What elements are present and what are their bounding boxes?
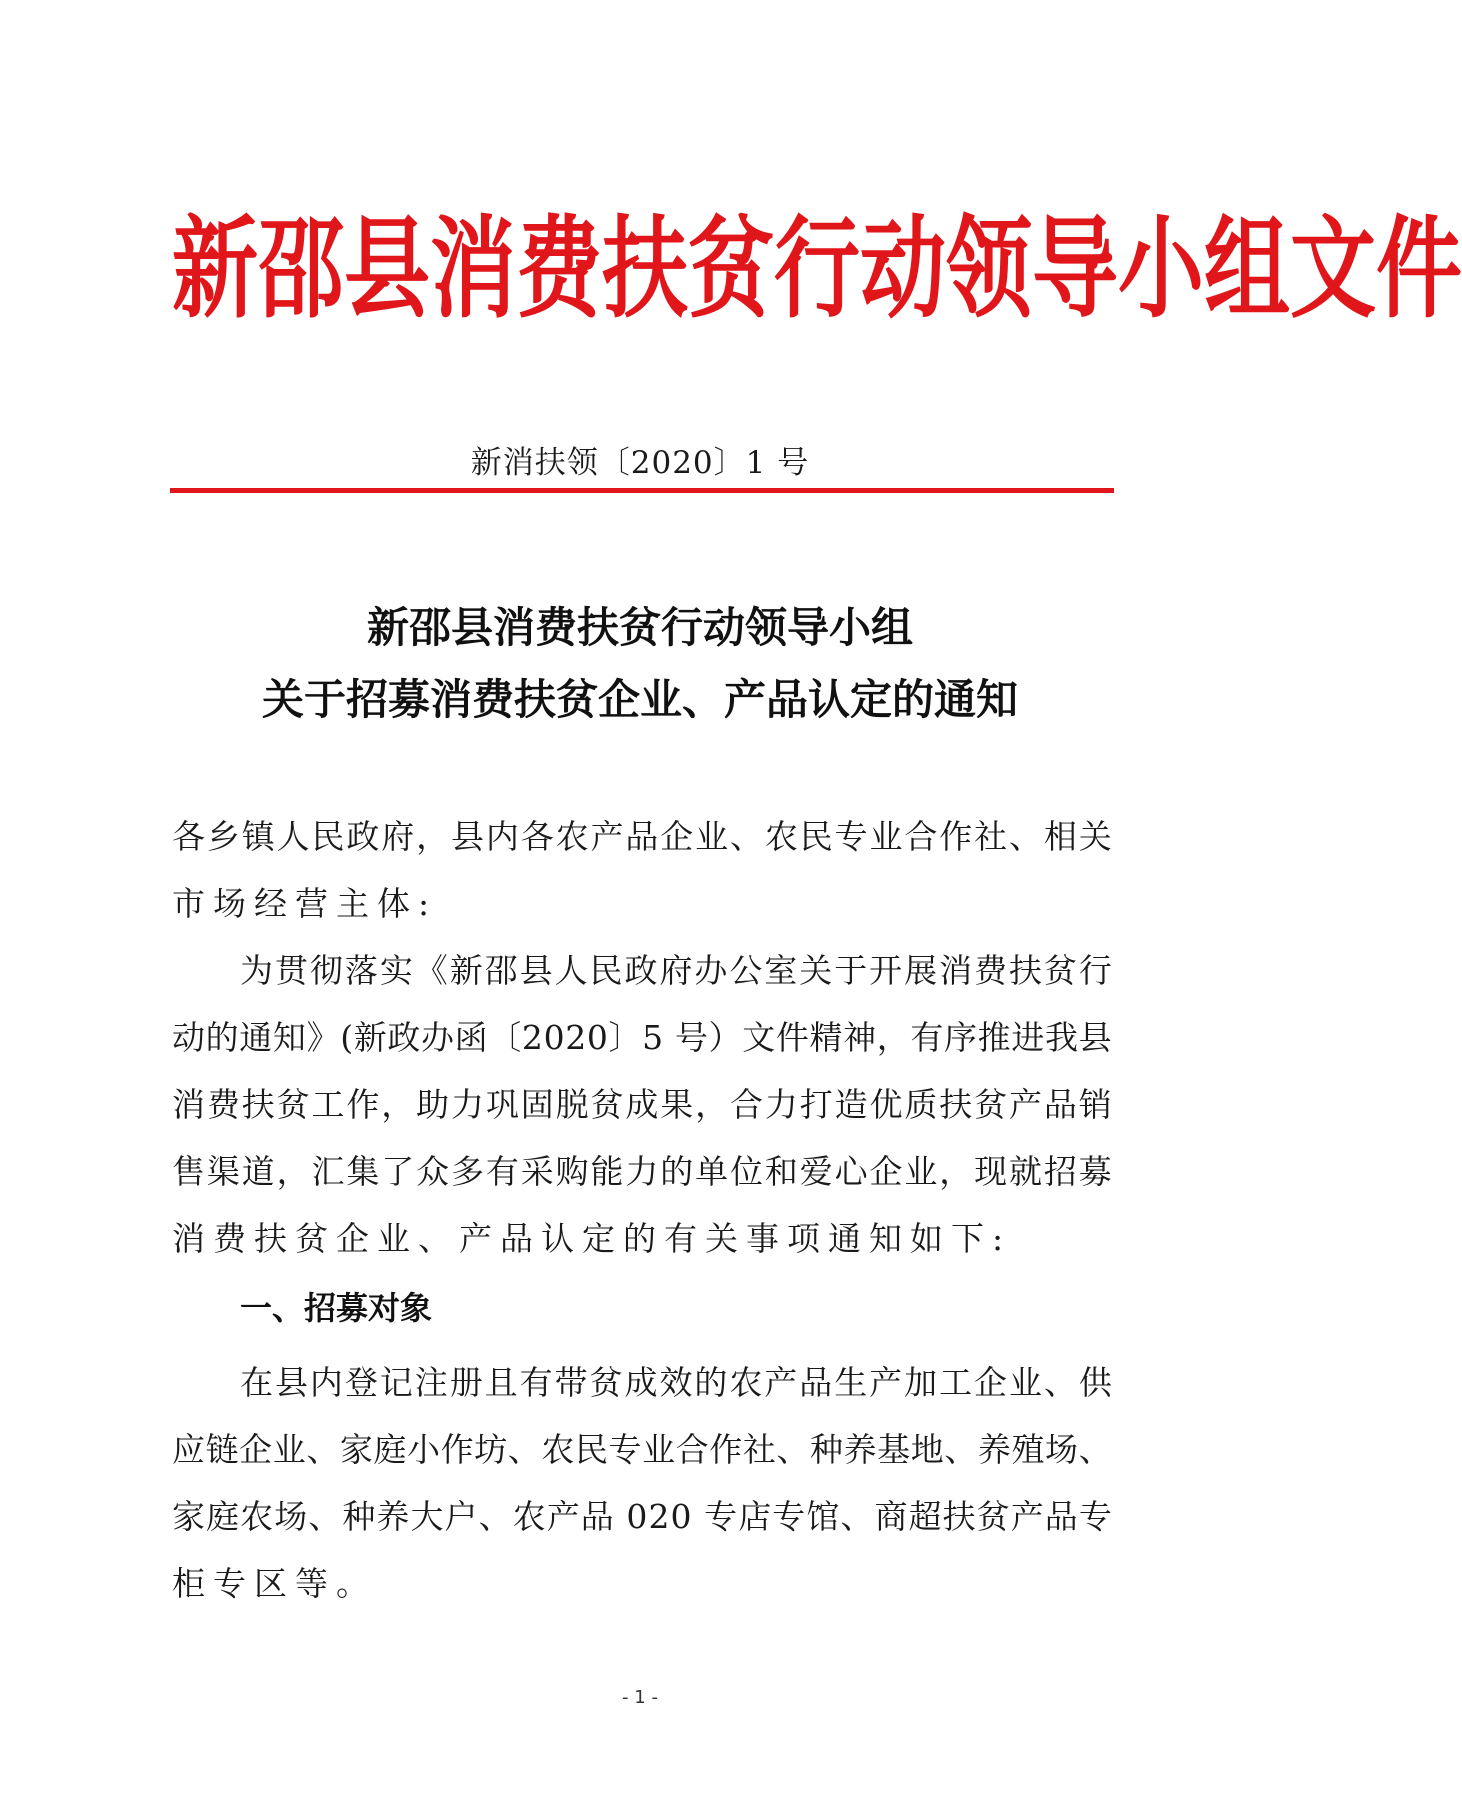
intro-paragraph	[172, 937, 1112, 1272]
paragraph-line: 家 庭 农 场 、 种 养 大 户 、 农 产 品 0 2 0 专 店 专 馆 、 商 超 扶 贫 产 品 专	[172, 1497, 1112, 1536]
masthead-title: 新 邵 县 消 费 扶 贫 行 动 领 导 小 组 文 件	[172, 206, 1462, 334]
paragraph-line: 消 费 扶 贫 工 作 ， 助 力 巩 固 脱 贫 成 果 ， 合 力 打 造 优 质 扶 贫 产 品 销	[172, 1085, 1112, 1124]
paragraph-line: 售 渠 道 ， 汇 集 了 众 多 有 采 购 能 力 的 单 位 和 爱 心 企 业 ， 现 就 招 募	[172, 1152, 1112, 1191]
addressee-line: 市场经营主体:	[172, 884, 438, 923]
paragraph-line: 在 县 内 登 记 注 册 且 有 带 贫 成 效 的 农 产 品 生 产 加 工 企 业 、 供	[240, 1363, 1112, 1402]
paragraph-line: 应 链 企 业 、 家 庭 小 作 坊 、 农 民 专 业 合 作 社 、 种 养 基 地 、 养 殖 场 、	[172, 1430, 1112, 1469]
notice-title-line-2: 关于招募消费扶贫企业、产品认定的通知	[261, 675, 1018, 724]
section1-paragraph	[172, 1349, 1112, 1617]
paragraph-line: 为 贯 彻 落 实 《 新 邵 县 人 民 政 府 办 公 室 关 于 开 展 消 费 扶 贫 行	[240, 951, 1112, 990]
red-separator-line	[170, 488, 1114, 493]
paragraph-line: 柜专区等。	[172, 1564, 377, 1603]
page-number: - 1 -	[622, 1687, 658, 1708]
document-number: 新消扶领〔2020〕1 号	[470, 445, 810, 481]
section-heading: 一、招募对象	[240, 1289, 433, 1327]
addressee-line: 各 乡 镇 人 民 政 府 ， 县 内 各 农 产 品 企 业 、 农 民 专 业 合 作 社 、 相 关	[172, 817, 1112, 856]
addressee-block	[172, 803, 1112, 937]
paragraph-line: 动 的 通 知 》 ( 新 政 办 函 〔 2 0 2 0 〕 5 号 ） 文 件 精 神 ， 有 序 推 进 我 县	[172, 1018, 1112, 1057]
notice-title-line-1: 新邵县消费扶贫行动领导小组	[366, 603, 913, 652]
paragraph-line: 消费扶贫企业、产品认定的有关事项通知如下:	[172, 1219, 1012, 1258]
